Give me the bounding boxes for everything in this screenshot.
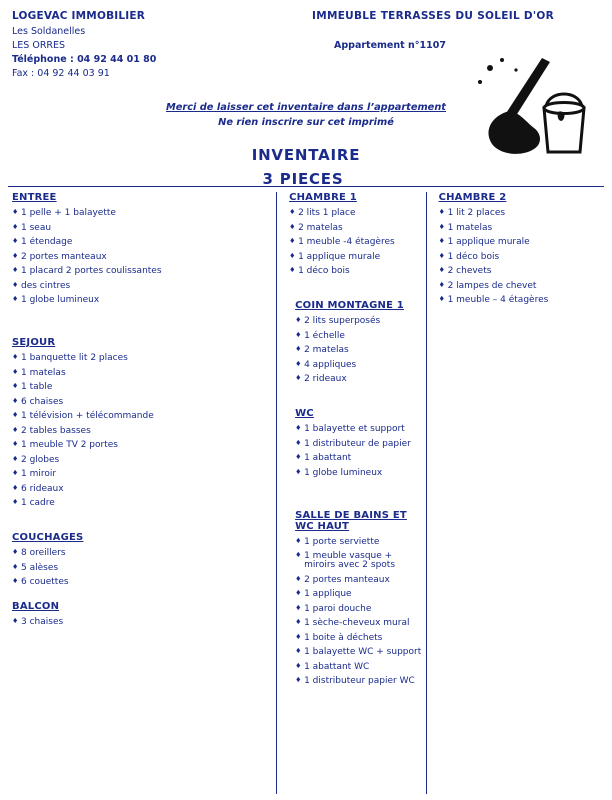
list-item: ♦ 1 seau — [12, 224, 268, 233]
list-item: ♦ 4 appliques — [295, 361, 426, 370]
page-title-line-1: INVENTAIRE — [251, 146, 361, 164]
spacer — [12, 319, 268, 337]
list-item: ♦ 1 déco bois — [439, 253, 600, 262]
spacer — [287, 290, 426, 300]
list-item: ♦ 1 étendage — [12, 238, 268, 247]
list-item: ♦ 1 sèche-cheveux mural — [295, 619, 426, 628]
list-item: ♦ 1 distributeur papier WC — [295, 677, 426, 686]
document-header — [12, 8, 600, 100]
item-list — [12, 354, 268, 508]
section-salle-de-bains-wc-haut — [287, 510, 426, 687]
list-item: ♦ 1 déco bois — [289, 267, 426, 276]
list-item: ♦ 1 lit 2 places — [439, 209, 600, 218]
list-item: ♦ 1 meuble – 4 étagères — [439, 296, 600, 305]
list-item: ♦ 1 boite à déchets — [295, 634, 426, 643]
section-title: ENTREE — [12, 192, 57, 203]
list-item: ♦ 1 banquette lit 2 places — [12, 354, 268, 363]
list-item: ♦ 1 télévision + télécommande — [12, 412, 268, 421]
agency-fax: Fax : 04 92 44 03 91 — [12, 68, 110, 79]
section-title: SALLE DE BAINS ET WC HAUT — [295, 509, 407, 532]
page-title-line-2: 3 PIECES — [262, 170, 344, 188]
item-list — [287, 425, 426, 478]
section-sejour — [12, 337, 268, 508]
section-couchages — [12, 532, 268, 587]
section-title: CHAMBRE 2 — [438, 192, 507, 203]
list-item: ♦ 2 lits superposés — [295, 317, 426, 326]
agency-address-line-2: LES ORRES — [12, 40, 66, 51]
agency-name: LOGEVAC IMMOBILIER — [12, 10, 146, 22]
list-item: ♦ 2 tables basses — [12, 427, 268, 436]
section-title: BALCON — [12, 601, 60, 612]
building-name: IMMEUBLE TERRASSES DU SOLEIL D'OR — [312, 10, 555, 22]
list-item: ♦ 1 porte serviette — [295, 538, 426, 547]
list-item: ♦ 1 pelle + 1 balayette — [12, 209, 268, 218]
list-item: ♦ 6 chaises — [12, 398, 268, 407]
list-item: ♦ 2 matelas — [295, 346, 426, 355]
list-item: ♦ 6 couettes — [12, 578, 268, 587]
list-item: ♦ 2 rideaux — [295, 375, 426, 384]
item-list — [12, 549, 268, 587]
list-item: ♦ 3 chaises — [12, 618, 268, 627]
list-item: ♦ 1 balayette et support — [295, 425, 426, 434]
list-item: ♦ 1 balayette WC + support — [295, 648, 426, 657]
paint-bucket-and-brush-icon — [472, 56, 592, 161]
list-item: ♦ des cintres — [12, 282, 268, 291]
list-item: ♦ 1 matelas — [12, 369, 268, 378]
spacer — [287, 492, 426, 510]
section-title: SEJOUR — [12, 337, 56, 348]
item-list — [287, 538, 426, 687]
list-item: ♦ 1 abattant — [295, 454, 426, 463]
notice-line-1: Merci de laisser cet inventaire dans l’appartement — [165, 102, 446, 113]
section-title: COIN MONTAGNE 1 — [295, 300, 404, 311]
list-item: ♦ 1 abattant WC — [295, 663, 426, 672]
section-balcon — [12, 601, 268, 627]
list-item: ♦ 1 meuble vasque + miroirs avec 2 spots — [295, 552, 426, 570]
column-middle — [276, 192, 426, 794]
list-item: ♦ 1 applique — [295, 590, 426, 599]
list-item: ♦ 1 meuble TV 2 portes — [12, 441, 268, 450]
section-chambre-2 — [437, 192, 600, 305]
list-item: ♦ 2 chevets — [439, 267, 600, 276]
list-item: ♦ 1 meuble -4 étagères — [289, 238, 426, 247]
agency-phone: Téléphone : 04 92 44 01 80 — [12, 54, 157, 65]
list-item: ♦ 1 échelle — [295, 332, 426, 341]
list-item: ♦ 1 globe lumineux — [12, 296, 268, 305]
agency-block — [12, 10, 302, 82]
list-item: ♦ 2 lits 1 place — [289, 209, 426, 218]
section-title: WC — [295, 408, 314, 419]
list-item: ♦ 1 miroir — [12, 470, 268, 479]
list-item: ♦ 2 matelas — [289, 224, 426, 233]
spacer — [287, 398, 426, 408]
list-item: ♦ 2 portes manteaux — [295, 576, 426, 585]
list-item: ♦ 1 distributeur de papier — [295, 440, 426, 449]
list-item: ♦ 1 paroi douche — [295, 605, 426, 614]
item-list — [287, 209, 426, 276]
item-list — [437, 209, 600, 305]
section-title: CHAMBRE 1 — [289, 192, 357, 203]
column-left — [12, 192, 276, 794]
list-item: ♦ 5 alèses — [12, 564, 268, 573]
list-item: ♦ 1 matelas — [439, 224, 600, 233]
building-block — [312, 10, 562, 51]
apartment-number: Appartement n°1107 — [334, 40, 446, 51]
list-item: ♦ 2 lampes de chevet — [439, 282, 600, 291]
item-list — [12, 618, 268, 627]
list-item: ♦ 2 globes — [12, 456, 268, 465]
list-item: ♦ 8 oreillers — [12, 549, 268, 558]
spacer — [12, 522, 268, 532]
list-item: ♦ 1 table — [12, 383, 268, 392]
column-right — [426, 192, 600, 794]
list-item: ♦ 1 applique murale — [439, 238, 600, 247]
section-wc — [287, 408, 426, 478]
section-entree — [12, 192, 268, 305]
list-item: ♦ 1 applique murale — [289, 253, 426, 262]
section-coin-montagne-1 — [287, 300, 426, 384]
list-item: ♦ 1 globe lumineux — [295, 469, 426, 478]
agency-address-line-1: Les Soldanelles — [12, 26, 86, 37]
section-title: COUCHAGES — [12, 532, 84, 543]
list-item: ♦ 6 rideaux — [12, 485, 268, 494]
list-item: ♦ 2 portes manteaux — [12, 253, 268, 262]
notice-line-2: Ne rien inscrire sur cet imprimé — [218, 117, 394, 128]
list-item: ♦ 1 cadre — [12, 499, 268, 508]
item-list — [287, 317, 426, 384]
list-item: ♦ 1 placard 2 portes coulissantes — [12, 267, 268, 276]
header-divider — [8, 186, 604, 187]
inventory-columns — [12, 192, 600, 794]
section-chambre-1 — [287, 192, 426, 276]
item-list — [12, 209, 268, 305]
